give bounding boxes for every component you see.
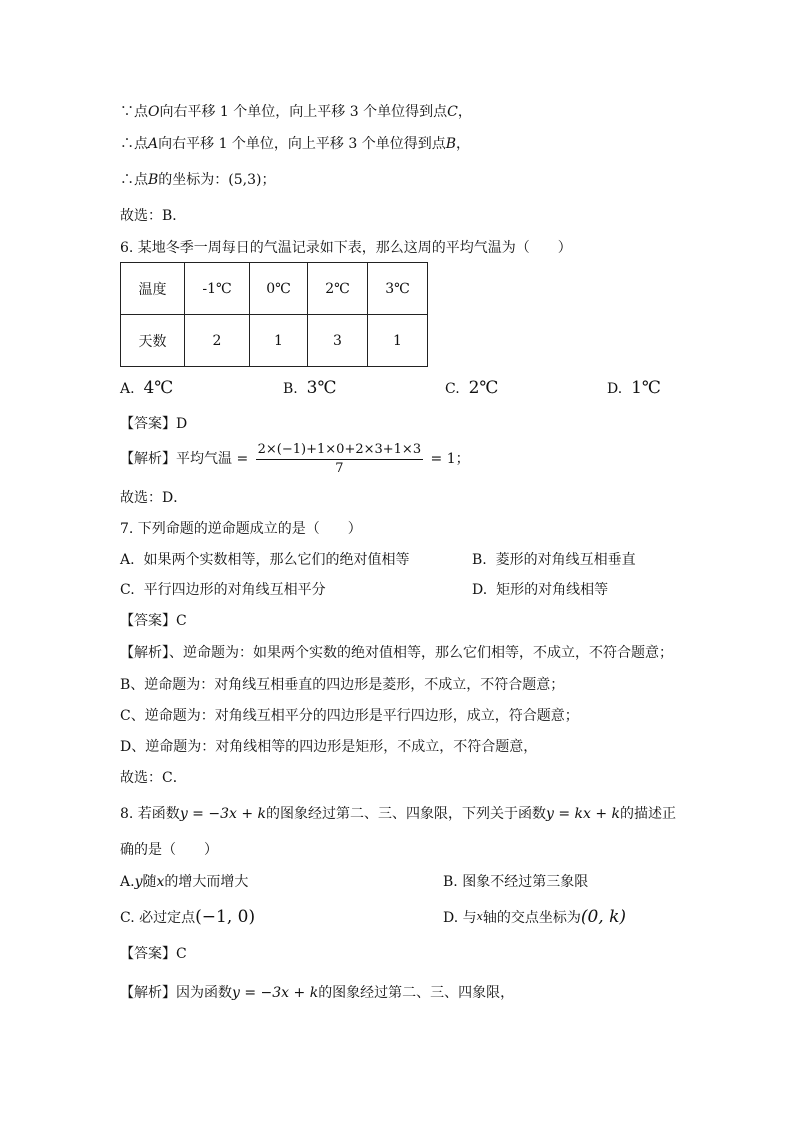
option-d (443, 907, 626, 928)
option-a (120, 872, 248, 892)
point-label: O (148, 104, 160, 120)
option-label: C. (445, 381, 460, 397)
table-cell: 天数 (121, 315, 185, 367)
text: ， (457, 104, 472, 120)
question-6-stem: 6. 某地冬季一周每日的气温记录如下表，那么这周的平均气温为（ ） (120, 240, 572, 256)
text: ， (456, 136, 471, 152)
analysis-line (120, 983, 514, 1003)
variable: x (476, 910, 483, 923)
table-cell: 1 (368, 315, 428, 367)
table-cell: 温度 (121, 263, 185, 315)
option-text: 1℃ (631, 378, 661, 398)
variable: y (134, 874, 143, 890)
table-cell: 2 (185, 315, 250, 367)
solution-line (120, 102, 472, 122)
option-text: 矩形的对角线相等 (496, 582, 609, 598)
option-label: A. (120, 874, 135, 890)
table-row (121, 263, 428, 315)
question-8-stem (120, 804, 676, 824)
option-d (472, 580, 608, 600)
question-7-stem: 7. 下列命题的逆命题成立的是（ ） (120, 521, 362, 537)
numerator: 2×(−1)+1×0+2×3+1×3 (256, 441, 423, 460)
text: 的图象经过第二、三、四象限， (318, 985, 515, 1001)
coordinate: (−1, 0) (195, 907, 256, 927)
text: 的图象经过第二、三、四象限，下列关于函数 (266, 806, 546, 822)
formula: y = −3x + k (179, 806, 266, 822)
option-label: D. (607, 381, 623, 397)
point-label: C (447, 104, 458, 120)
option-label: B. (472, 552, 487, 568)
answer: 【答案】D (120, 416, 188, 432)
analysis-line: 【解析】、逆命题为：如果两个实数的绝对值相等，那么它们相等，不成立，不符合题意； (120, 645, 673, 661)
solution-line (120, 134, 470, 154)
answer: 【答案】C (120, 946, 187, 962)
variable: x (156, 874, 165, 890)
solution-line (120, 170, 276, 190)
fraction (256, 441, 423, 478)
option-a (120, 378, 173, 399)
option-label: A. (120, 381, 135, 397)
option-text: 菱形的对角线互相垂直 (495, 552, 636, 568)
text: 随 (142, 874, 157, 890)
table-cell: 0℃ (250, 263, 308, 315)
option-c (120, 907, 255, 928)
coordinate: (5,3) (228, 172, 262, 188)
analysis-line: D、逆命题为：对角线相等的四边形是矩形，不成立，不符合题意， (120, 739, 538, 755)
analysis-formula (120, 440, 470, 478)
text: 向右平移 1 个单位，向上平移 3 个单位得到点 (158, 136, 446, 152)
table-cell: 1 (250, 315, 308, 367)
option-text: 平行四边形的对角线互相平分 (143, 582, 326, 598)
equals: = (236, 451, 249, 467)
option-label: B. (283, 381, 298, 397)
coordinate: (0, k) (580, 907, 627, 927)
option-a (120, 550, 409, 570)
option-text: 如果两个实数相等，那么它们的绝对值相等 (143, 552, 410, 568)
option-text: 3℃ (306, 378, 337, 398)
text: ∴点 (120, 172, 148, 188)
table-cell: 3 (308, 315, 368, 367)
option-label: A. (120, 552, 135, 568)
conclusion: 故选：C． (120, 770, 187, 786)
temperature-table (120, 262, 428, 367)
text: 【解析】因为函数 (120, 985, 232, 1001)
text: 的增大而增大 (164, 874, 249, 890)
point-label: B (148, 172, 159, 188)
option-label: C. (120, 582, 135, 598)
text: 8. 若函数 (120, 806, 180, 822)
text: 轴的交点坐标为 (482, 910, 581, 926)
option-b: B. 图象不经过第三象限 (443, 874, 589, 890)
text: ∵点 (120, 104, 148, 120)
conclusion: 故选：B． (120, 208, 187, 224)
option-label: D. (472, 582, 488, 598)
option-text: 4℃ (143, 378, 174, 398)
option-b (472, 550, 636, 570)
option-c (445, 378, 498, 399)
table-cell: -1℃ (185, 263, 250, 315)
analysis-label: 【解析】平均气温 (120, 451, 232, 467)
analysis-line: C、逆命题为：对角线互相平分的四边形是平行四边形，成立，符合题意； (120, 708, 579, 724)
answer: 【答案】C (120, 613, 187, 629)
result: = 1； (430, 451, 470, 467)
formula: y = kx + k (546, 806, 621, 822)
formula: y = −3x + k (232, 985, 319, 1001)
analysis-line: B、逆命题为：对角线互相垂直的四边形是菱形，不成立，不符合题意； (120, 677, 565, 693)
text: 向右平移 1 个单位，向上平移 3 个单位得到点 (159, 104, 448, 120)
option-text: 2℃ (468, 378, 499, 398)
table-cell: 2℃ (308, 263, 368, 315)
question-8-stem-cont: 确的是（ ） (120, 842, 218, 858)
conclusion: 故选：D． (120, 490, 188, 506)
point-label: B (445, 136, 457, 152)
text: ； (261, 172, 276, 188)
table-row (121, 315, 428, 367)
text: ∴点 (120, 136, 148, 152)
text: 的坐标为： (158, 172, 229, 188)
text: 的描述正 (620, 806, 677, 822)
option-d (607, 378, 661, 399)
option-b (283, 378, 337, 399)
point-label: A (148, 136, 159, 152)
option-label: D. 与 (443, 910, 477, 926)
option-label: C. 必过定点 (120, 910, 196, 926)
denominator: 7 (335, 460, 344, 476)
option-c (120, 580, 326, 600)
table-cell: 3℃ (368, 263, 428, 315)
